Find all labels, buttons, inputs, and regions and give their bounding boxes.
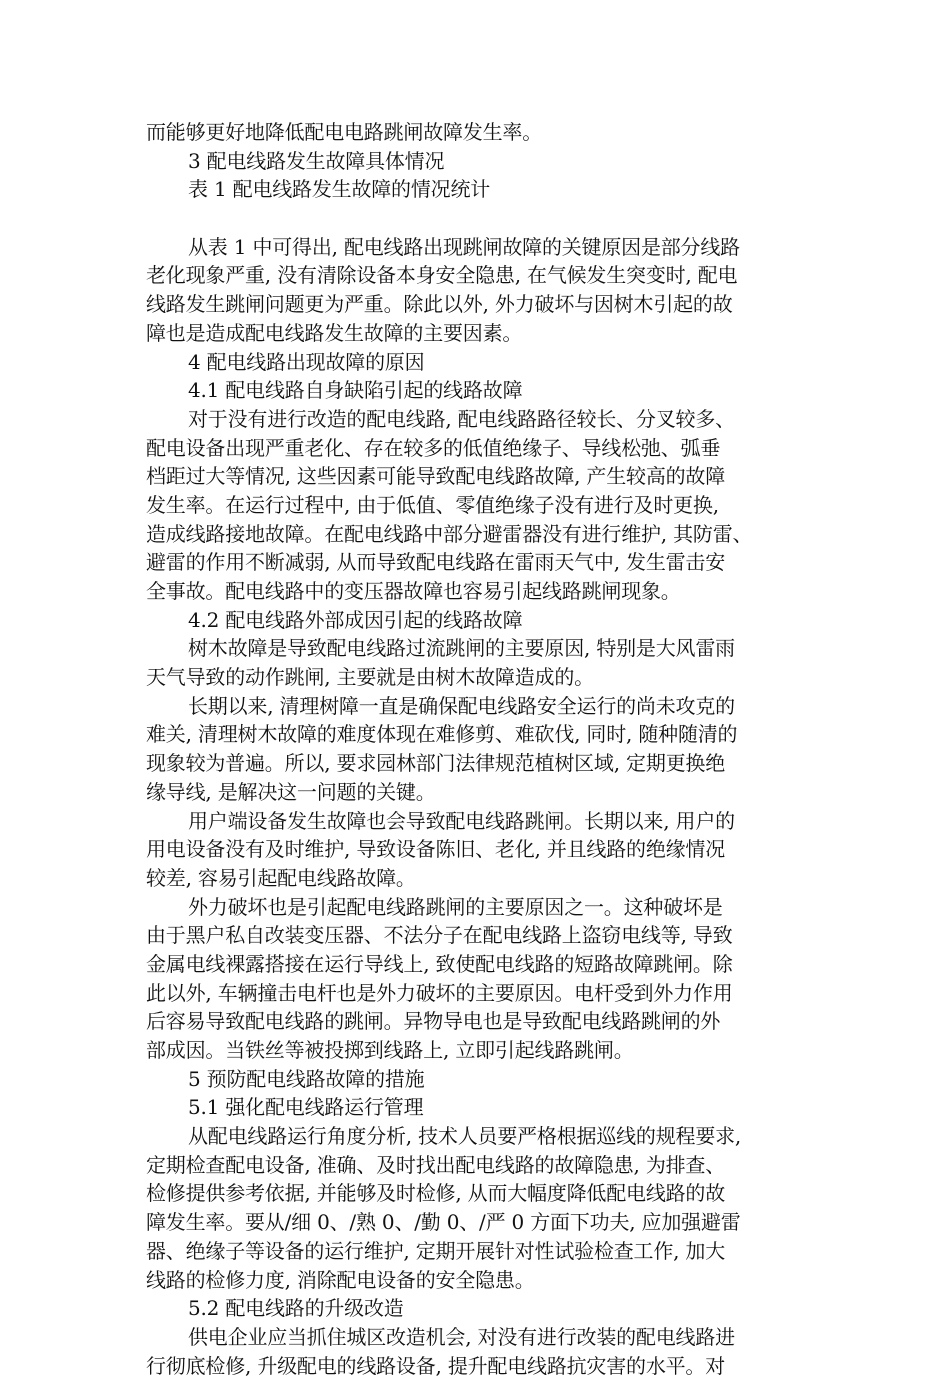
- paragraph-line: 对于没有进行改造的配电线路, 配电线路路径较长、分叉较多、: [188, 406, 735, 431]
- paragraph-line: 避雷的作用不断减弱, 从而导致配电线路在雷雨天气中, 发生雷击安: [146, 550, 726, 575]
- paragraph-line: 外力破坏也是引起配电线路跳闸的主要原因之一。这种破坏是: [188, 894, 723, 919]
- paragraph-line: 难关, 清理树木故障的难度体现在难修剪、难砍伐, 同时, 随种随清的: [146, 722, 738, 747]
- paragraph-line: 线路的检修力度, 消除配电设备的安全隐患。: [146, 1267, 535, 1292]
- paragraph-line: 用户端设备发生故障也会导致配电线路跳闸。长期以来, 用户的: [188, 808, 735, 833]
- paragraph-line: 树木故障是导致配电线路过流跳闸的主要原因, 特别是大风雷雨: [188, 636, 735, 661]
- paragraph-line: 后容易导致配电线路的跳闸。异物导电也是导致配电线路跳闸的外: [146, 1009, 721, 1034]
- paragraph-line: 用电设备没有及时维护, 导致设备陈旧、老化, 并且线路的绝缘情况: [146, 837, 726, 862]
- section-heading-4: 4 配电线路出现故障的原因: [188, 349, 425, 374]
- paragraph-line: 障发生率。要从/细 0、/熟 0、/勤 0、/严 0 方面下功夫, 应加强避雷: [146, 1210, 741, 1235]
- paragraph-line: 缘导线, 是解决这一问题的关键。: [146, 779, 436, 804]
- paragraph-line: 金属电线裸露搭接在运行导线上, 致使配电线路的短路故障跳闸。除: [146, 951, 733, 976]
- paragraph-line: 由于黑户私自改装变压器、不法分子在配电线路上盗窃电线等, 导致: [146, 923, 733, 948]
- section-heading-5: 5 预防配电线路故障的措施: [188, 1066, 425, 1091]
- paragraph-line: 从配电线路运行角度分析, 技术人员要严格根据巡线的规程要求,: [188, 1124, 742, 1149]
- paragraph-continuation: 而能够更好地降低配电电路跳闸故障发生率。: [146, 120, 542, 144]
- subsection-heading-4-1: 4.1 配电线路自身缺陷引起的线路故障: [188, 378, 523, 403]
- paragraph-line: 器、绝缘子等设备的运行维护, 定期开展针对性试验检查工作, 加大: [146, 1238, 726, 1263]
- paragraph-line: 现象较为普遍。所以, 要求园林部门法律规范植树区域, 定期更换绝: [146, 751, 726, 776]
- paragraph-line: 长期以来, 清理树障一直是确保配电线路安全运行的尚未攻克的: [188, 693, 735, 718]
- paragraph-line: 线路发生跳闸问题更为严重。除此以外, 外力破坏与因树木引起的故: [146, 292, 733, 317]
- subsection-heading-4-2: 4.2 配电线路外部成因引起的线路故障: [188, 607, 523, 632]
- paragraph-line: 造成线路接地故障。在配电线路中部分避雷器没有进行维护, 其防雷、: [146, 521, 753, 546]
- subsection-heading-5-2: 5.2 配电线路的升级改造: [188, 1296, 404, 1321]
- paragraph-line: 供电企业应当抓住城区改造机会, 对没有进行改装的配电线路进: [188, 1324, 735, 1349]
- paragraph-line: 天气导致的动作跳闸, 主要就是由树木故障造成的。: [146, 665, 594, 690]
- body-text: [146, 118, 826, 1380]
- paragraph-line: 全事故。配电线路中的变压器故障也容易引起线路跳闸现象。: [146, 579, 681, 603]
- paragraph-line: 老化现象严重, 没有清除设备本身安全隐患, 在气候发生突变时, 配电: [146, 263, 738, 288]
- table-caption: 表 1 配电线路发生故障的情况统计: [188, 177, 491, 202]
- subsection-heading-5-1: 5.1 强化配电线路运行管理: [188, 1095, 424, 1120]
- paragraph-line: 检修提供参考依据, 并能够及时检修, 从而大幅度降低配电线路的故: [146, 1181, 726, 1206]
- paragraph-line: 从表 1 中可得出, 配电线路出现跳闸故障的关键原因是部分线路: [188, 234, 740, 259]
- paragraph-line: 定期检查配电设备, 准确、及时找出配电线路的故障隐患, 为排查、: [146, 1152, 726, 1177]
- paragraph-line: 配电设备出现严重老化、存在较多的低值绝缘子、导线松弛、弧垂: [146, 435, 721, 460]
- paragraph-line: 档距过大等情况, 这些因素可能导致配电线路故障, 产生较高的故障: [146, 464, 726, 489]
- paragraph-line: 发生率。在运行过程中, 由于低值、零值绝缘子没有进行及时更换,: [146, 492, 719, 517]
- paragraph-line: 此以外, 车辆撞击电杆也是外力破坏的主要原因。电杆受到外力作用: [146, 980, 733, 1005]
- section-heading-3: 3 配电线路发生故障具体情况: [188, 148, 445, 173]
- paragraph-line: 较差, 容易引起配电线路故障。: [146, 865, 416, 890]
- blank-line: [146, 204, 826, 233]
- paragraph-line: 行彻底检修, 升级配电的线路设备, 提升配电线路抗灾害的水平。对: [146, 1353, 726, 1378]
- paragraph-line: 障也是造成配电线路发生故障的主要因素。: [146, 320, 523, 345]
- paragraph-line: 部成因。当铁丝等被投掷到线路上, 立即引起线路跳闸。: [146, 1038, 634, 1062]
